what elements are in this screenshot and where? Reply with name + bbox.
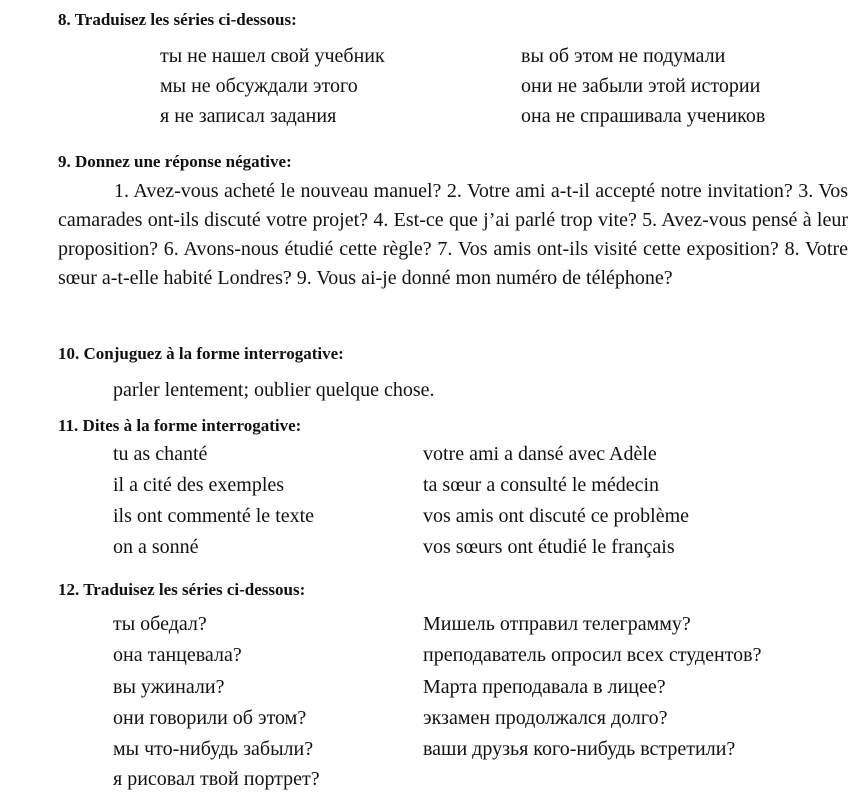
exercise-11-left-2: il a cité des exemples <box>113 474 285 496</box>
exercise-8-left-3: я не записал задания <box>160 105 337 127</box>
exercise-12-title: 12. Traduisez les séries ci-dessous: <box>58 580 306 599</box>
exercise-11-right-3: vos amis ont discuté ce problème <box>423 505 690 527</box>
exercise-9-paragraph <box>58 177 848 293</box>
exercise-8-right-2: они не забыли этой истории <box>521 75 761 97</box>
exercise-11-left-1: tu as chanté <box>113 443 208 465</box>
exercise-11-left-3: ils ont commenté le texte <box>113 505 315 527</box>
exercise-12-left-5: мы что-нибудь забыли? <box>113 738 314 760</box>
exercise-12-right-1: Мишель отправил телеграмму? <box>423 613 691 635</box>
exercise-8-right-3: она не спрашивала учеников <box>521 105 766 127</box>
exercise-8-left-1: ты не нашел свой учебник <box>160 45 385 67</box>
exercise-12-left-2: она танцевала? <box>113 644 242 666</box>
exercise-12-left-1: ты обедал? <box>113 613 207 635</box>
exercise-12-right-4: экзамен продолжался долго? <box>423 707 668 729</box>
exercise-12-right-5: ваши друзья кого-нибудь встретили? <box>423 738 736 760</box>
exercise-10-title: 10. Conjuguez à la forme interrogative: <box>58 344 344 363</box>
exercise-12-left-6: я рисовал твой портрет? <box>113 768 320 790</box>
exercise-9-title: 9. Donnez une réponse négative: <box>58 152 292 171</box>
exercise-12-left-3: вы ужинали? <box>113 676 225 698</box>
exercise-12-right-2: преподаватель опросил всех студентов? <box>423 644 762 666</box>
exercise-8-left-2: мы не обсуждали этого <box>160 75 358 97</box>
exercise-12-left-4: они говорили об этом? <box>113 707 307 729</box>
exercise-11-right-4: vos sœurs ont étudié le français <box>423 536 675 558</box>
exercise-8-title: 8. Traduisez les séries ci-dessous: <box>58 10 297 29</box>
exercise-12-right-3: Марта преподавала в лицее? <box>423 676 666 698</box>
exercise-10-text: parler lentement; oublier quelque chose. <box>113 379 435 401</box>
exercise-11-right-2: ta sœur a consulté le médecin <box>423 474 660 496</box>
exercise-9-text: 1. Avez-vous acheté le nouveau manuel? 2. Votre ami a-t-il accepté notre invitation? 3. Vos camarades ont-ils discuté votre projet? 4. Est-ce que j’ai parlé trop vite? 5. Avez-vous pensé à leur proposition? 6. Avons-nous étudié cette règle? 7. Vos amis ont-ils visité cette exposition? 8. Votre sœur a-t-elle habité Londres? 9. Vous ai-je donné mon numéro de téléphone? <box>58 180 848 289</box>
exercise-11-right-1: votre ami a dansé avec Adèle <box>423 443 657 465</box>
exercise-11-title: 11. Dites à la forme interrogative: <box>58 416 302 435</box>
exercise-11-left-4: on a sonné <box>113 536 199 558</box>
exercise-8-right-1: вы об этом не подумали <box>521 45 726 67</box>
